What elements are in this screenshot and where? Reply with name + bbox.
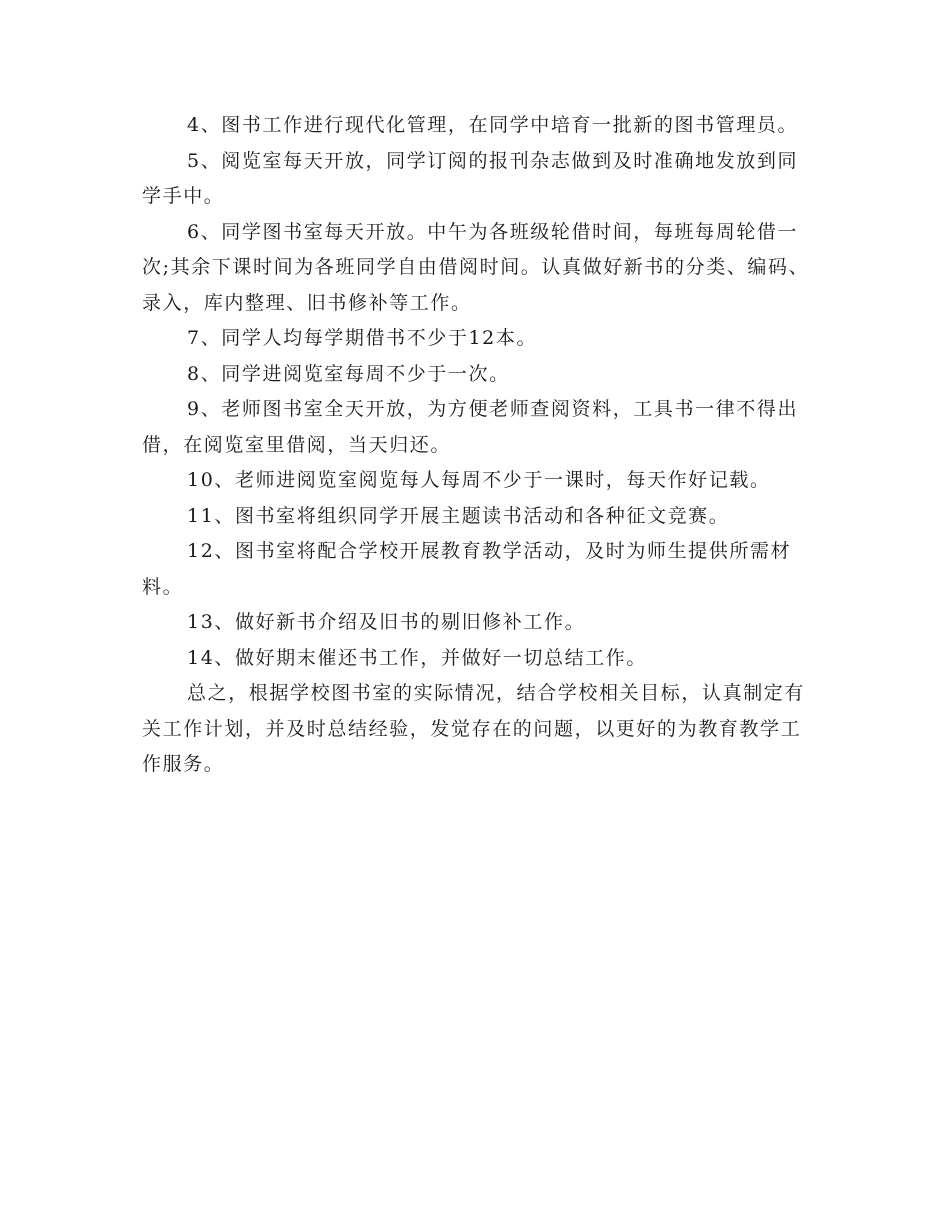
paragraph-item-4: 4、图书工作进行现代化管理，在同学中培育一批新的图书管理员。 [187, 114, 799, 136]
paragraph-item-12: 12、图书室将配合学校开展教育教学活动，及时为师生提供所需材料。 [142, 540, 792, 598]
paragraph-item-5: 5、阅览室每天开放，同学订阅的报刊杂志做到及时准确地发放到同学手中。 [142, 149, 799, 207]
paragraph-item-7: 7、同学人均每学期借书不少于12本。 [187, 327, 538, 349]
paragraph-item-9: 9、老师图书室全天开放，为方便老师查阅资料，工具书一律不得出借，在阅览室里借阅，当天归还。 [142, 398, 799, 456]
paragraph-item-14: 14、做好期末催还书工作，并做好一切总结工作。 [187, 646, 647, 669]
paragraph-summary: 总之，根据学校图书室的实际情况，结合学校相关目标，认真制定有关工作计划，并及时总结经验，发觉存在的问题，以更好的为教育教学工作服务。 [142, 682, 806, 775]
paragraph-item-13: 13、做好新书介绍及旧书的剔旧修补工作。 [187, 611, 586, 633]
paragraph-item-11: 11、图书室将组织同学开展主题读书活动和各种征文竞赛。 [187, 504, 730, 527]
paragraph-item-6: 6、同学图书室每天开放。中午为各班级轮借时间，每班每周轮借一次;其余下课时间为各班同学自由借阅时间。认真做好新书的分类、编码、录入，库内整理、旧书修补等工作。 [142, 220, 810, 314]
paragraph-item-10: 10、老师进阅览室阅览每人每周不少于一课时，每天作好记载。 [187, 469, 771, 491]
document-body [142, 108, 814, 783]
paragraph-item-8: 8、同学进阅览室每周不少于一次。 [187, 362, 510, 385]
